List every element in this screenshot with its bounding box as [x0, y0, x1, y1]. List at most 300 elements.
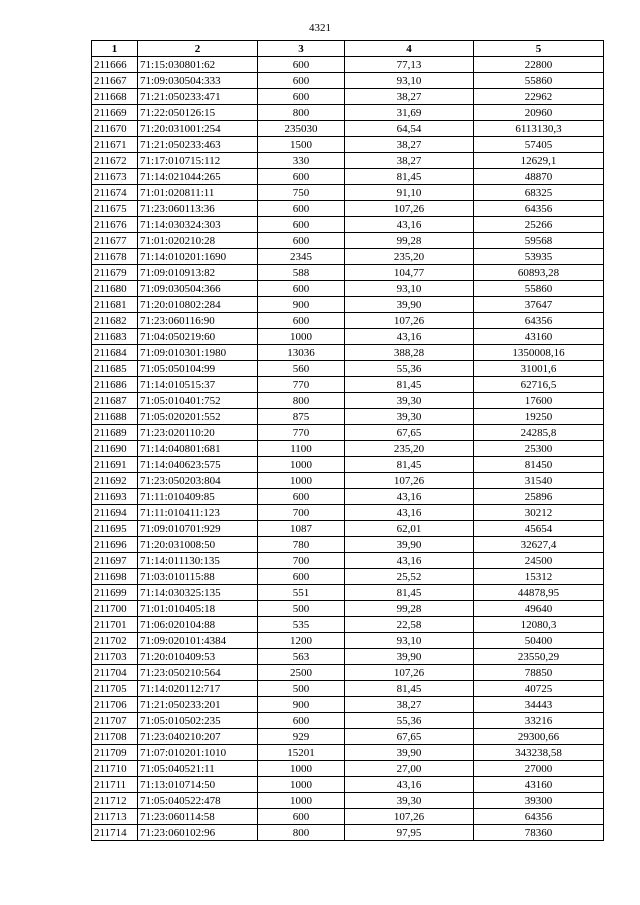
rate-cell: 27,00: [345, 761, 474, 777]
area-cell: 770: [258, 377, 345, 393]
area-cell: 1500: [258, 137, 345, 153]
cadastral-number-cell: 71:13:010714:50: [138, 777, 258, 793]
cadastral-number-cell: 71:07:010201:1010: [138, 745, 258, 761]
value-cell: 23550,29: [474, 649, 604, 665]
value-cell: 78360: [474, 825, 604, 841]
table-row: [92, 249, 604, 265]
value-cell: 17600: [474, 393, 604, 409]
cadastral-number-cell: 71:23:060116:90: [138, 313, 258, 329]
value-cell: 64356: [474, 201, 604, 217]
cadastral-number-cell: 71:01:020210:28: [138, 233, 258, 249]
record-number-cell: 211687: [92, 393, 138, 409]
table-row: [92, 809, 604, 825]
rate-cell: 39,30: [345, 409, 474, 425]
record-number-cell: 211713: [92, 809, 138, 825]
area-cell: 1087: [258, 521, 345, 537]
rate-cell: 38,27: [345, 89, 474, 105]
rate-cell: 81,45: [345, 681, 474, 697]
cadastral-number-cell: 71:09:020101:4384: [138, 633, 258, 649]
area-cell: 13036: [258, 345, 345, 361]
rate-cell: 235,20: [345, 249, 474, 265]
rate-cell: 67,65: [345, 425, 474, 441]
area-cell: 330: [258, 153, 345, 169]
rate-cell: 93,10: [345, 281, 474, 297]
table-row: [92, 329, 604, 345]
rate-cell: 235,20: [345, 441, 474, 457]
column-header-2: 2: [138, 41, 258, 57]
rate-cell: 31,69: [345, 105, 474, 121]
area-cell: 600: [258, 313, 345, 329]
area-cell: 1000: [258, 761, 345, 777]
table-row: [92, 473, 604, 489]
value-cell: 50400: [474, 633, 604, 649]
table-row: [92, 761, 604, 777]
table-row: [92, 201, 604, 217]
cadastral-number-cell: 71:20:010409:53: [138, 649, 258, 665]
area-cell: 600: [258, 233, 345, 249]
area-cell: 1000: [258, 457, 345, 473]
rate-cell: 43,16: [345, 489, 474, 505]
rate-cell: 55,36: [345, 713, 474, 729]
rate-cell: 64,54: [345, 121, 474, 137]
record-number-cell: 211704: [92, 665, 138, 681]
table-row: [92, 537, 604, 553]
record-number-cell: 211685: [92, 361, 138, 377]
area-cell: 560: [258, 361, 345, 377]
table-row: [92, 713, 604, 729]
table-row: [92, 377, 604, 393]
area-cell: 600: [258, 569, 345, 585]
value-cell: 6113130,3: [474, 121, 604, 137]
rate-cell: 107,26: [345, 473, 474, 489]
value-cell: 29300,66: [474, 729, 604, 745]
value-cell: 22962: [474, 89, 604, 105]
cadastral-number-cell: 71:23:050203:804: [138, 473, 258, 489]
record-number-cell: 211714: [92, 825, 138, 841]
cadastral-number-cell: 71:23:060113:36: [138, 201, 258, 217]
rate-cell: 38,27: [345, 697, 474, 713]
table-row: [92, 585, 604, 601]
value-cell: 24285,8: [474, 425, 604, 441]
rate-cell: 43,16: [345, 505, 474, 521]
area-cell: 600: [258, 57, 345, 73]
area-cell: 929: [258, 729, 345, 745]
rate-cell: 81,45: [345, 457, 474, 473]
cadastral-number-cell: 71:14:040801:681: [138, 441, 258, 457]
value-cell: 22800: [474, 57, 604, 73]
table-row: [92, 217, 604, 233]
cadastral-number-cell: 71:09:010913:82: [138, 265, 258, 281]
rate-cell: 81,45: [345, 585, 474, 601]
record-number-cell: 211683: [92, 329, 138, 345]
table-row: [92, 601, 604, 617]
cadastral-number-cell: 71:23:060102:96: [138, 825, 258, 841]
value-cell: 53935: [474, 249, 604, 265]
area-cell: 800: [258, 393, 345, 409]
cadastral-number-cell: 71:23:060114:58: [138, 809, 258, 825]
cadastral-number-cell: 71:09:030504:366: [138, 281, 258, 297]
table-row: [92, 745, 604, 761]
rate-cell: 25,52: [345, 569, 474, 585]
value-cell: 81450: [474, 457, 604, 473]
rate-cell: 38,27: [345, 137, 474, 153]
cadastral-number-cell: 71:20:031008:50: [138, 537, 258, 553]
rate-cell: 81,45: [345, 169, 474, 185]
record-number-cell: 211696: [92, 537, 138, 553]
table-row: [92, 281, 604, 297]
record-number-cell: 211690: [92, 441, 138, 457]
table-row: [92, 697, 604, 713]
table-row: [92, 505, 604, 521]
table-row: [92, 73, 604, 89]
value-cell: 48870: [474, 169, 604, 185]
record-number-cell: 211678: [92, 249, 138, 265]
table-row: [92, 345, 604, 361]
cadastral-number-cell: 71:14:010515:37: [138, 377, 258, 393]
table-row: [92, 137, 604, 153]
cadastral-number-cell: 71:20:031001:254: [138, 121, 258, 137]
table-row: [92, 361, 604, 377]
value-cell: 59568: [474, 233, 604, 249]
table-row: [92, 393, 604, 409]
cadastral-number-cell: 71:14:020112:717: [138, 681, 258, 697]
table-row: [92, 185, 604, 201]
record-number-cell: 211708: [92, 729, 138, 745]
area-cell: 1200: [258, 633, 345, 649]
record-number-cell: 211670: [92, 121, 138, 137]
record-number-cell: 211671: [92, 137, 138, 153]
value-cell: 34443: [474, 697, 604, 713]
cadastral-number-cell: 71:01:020811:11: [138, 185, 258, 201]
record-number-cell: 211698: [92, 569, 138, 585]
area-cell: 900: [258, 297, 345, 313]
cadastral-number-cell: 71:23:040210:207: [138, 729, 258, 745]
cadastral-number-cell: 71:09:030504:333: [138, 73, 258, 89]
rate-cell: 43,16: [345, 217, 474, 233]
value-cell: 43160: [474, 329, 604, 345]
cadastral-number-cell: 71:05:040522:478: [138, 793, 258, 809]
table-row: [92, 633, 604, 649]
record-number-cell: 211684: [92, 345, 138, 361]
area-cell: 1000: [258, 473, 345, 489]
rate-cell: 107,26: [345, 201, 474, 217]
value-cell: 25266: [474, 217, 604, 233]
table-body: [92, 57, 604, 841]
value-cell: 44878,95: [474, 585, 604, 601]
area-cell: 600: [258, 713, 345, 729]
header-row: [92, 41, 604, 57]
value-cell: 27000: [474, 761, 604, 777]
record-number-cell: 211709: [92, 745, 138, 761]
value-cell: 24500: [474, 553, 604, 569]
value-cell: 12080,3: [474, 617, 604, 633]
area-cell: 500: [258, 681, 345, 697]
record-number-cell: 211699: [92, 585, 138, 601]
cadastral-number-cell: 71:14:010201:1690: [138, 249, 258, 265]
record-number-cell: 211675: [92, 201, 138, 217]
table-row: [92, 297, 604, 313]
rate-cell: 99,28: [345, 601, 474, 617]
record-number-cell: 211679: [92, 265, 138, 281]
area-cell: 600: [258, 281, 345, 297]
table-row: [92, 425, 604, 441]
rate-cell: 104,77: [345, 265, 474, 281]
record-number-cell: 211701: [92, 617, 138, 633]
table-row: [92, 777, 604, 793]
record-number-cell: 211674: [92, 185, 138, 201]
cadastral-number-cell: 71:14:030325:135: [138, 585, 258, 601]
record-number-cell: 211712: [92, 793, 138, 809]
table-row: [92, 569, 604, 585]
record-number-cell: 211710: [92, 761, 138, 777]
record-number-cell: 211702: [92, 633, 138, 649]
record-number-cell: 211706: [92, 697, 138, 713]
rate-cell: 39,30: [345, 793, 474, 809]
rate-cell: 55,36: [345, 361, 474, 377]
area-cell: 500: [258, 601, 345, 617]
area-cell: 588: [258, 265, 345, 281]
table-row: [92, 265, 604, 281]
rate-cell: 39,90: [345, 297, 474, 313]
area-cell: 750: [258, 185, 345, 201]
rate-cell: 97,95: [345, 825, 474, 841]
cadastral-number-cell: 71:05:010401:752: [138, 393, 258, 409]
record-number-cell: 211703: [92, 649, 138, 665]
cadastral-number-cell: 71:21:050233:201: [138, 697, 258, 713]
record-number-cell: 211711: [92, 777, 138, 793]
area-cell: 600: [258, 201, 345, 217]
table-row: [92, 521, 604, 537]
record-number-cell: 211688: [92, 409, 138, 425]
area-cell: 700: [258, 505, 345, 521]
record-number-cell: 211680: [92, 281, 138, 297]
table-row: [92, 553, 604, 569]
record-number-cell: 211677: [92, 233, 138, 249]
cadastral-number-cell: 71:15:030801:62: [138, 57, 258, 73]
value-cell: 64356: [474, 313, 604, 329]
value-cell: 12629,1: [474, 153, 604, 169]
area-cell: 900: [258, 697, 345, 713]
table-row: [92, 729, 604, 745]
table-row: [92, 793, 604, 809]
value-cell: 64356: [474, 809, 604, 825]
cadastral-number-cell: 71:05:010502:235: [138, 713, 258, 729]
area-cell: 700: [258, 553, 345, 569]
record-number-cell: 211694: [92, 505, 138, 521]
table-row: [92, 105, 604, 121]
table-row: [92, 441, 604, 457]
table-header: [92, 41, 604, 57]
rate-cell: 22,58: [345, 617, 474, 633]
page-number: 4321: [309, 22, 331, 34]
table-row: [92, 409, 604, 425]
rate-cell: 38,27: [345, 153, 474, 169]
area-cell: 600: [258, 89, 345, 105]
value-cell: 45654: [474, 521, 604, 537]
area-cell: 551: [258, 585, 345, 601]
cadastral-number-cell: 71:20:010802:284: [138, 297, 258, 313]
rate-cell: 39,30: [345, 393, 474, 409]
value-cell: 68325: [474, 185, 604, 201]
area-cell: 770: [258, 425, 345, 441]
value-cell: 31540: [474, 473, 604, 489]
value-cell: 31001,6: [474, 361, 604, 377]
rate-cell: 39,90: [345, 649, 474, 665]
value-cell: 33216: [474, 713, 604, 729]
area-cell: 600: [258, 217, 345, 233]
rate-cell: 43,16: [345, 553, 474, 569]
cadastral-number-cell: 71:04:050219:60: [138, 329, 258, 345]
table-row: [92, 489, 604, 505]
area-cell: 600: [258, 169, 345, 185]
area-cell: 2345: [258, 249, 345, 265]
record-number-cell: 211667: [92, 73, 138, 89]
value-cell: 20960: [474, 105, 604, 121]
value-cell: 40725: [474, 681, 604, 697]
area-cell: 235030: [258, 121, 345, 137]
table-row: [92, 649, 604, 665]
area-cell: 1000: [258, 777, 345, 793]
cadastral-number-cell: 71:21:050233:463: [138, 137, 258, 153]
rate-cell: 91,10: [345, 185, 474, 201]
area-cell: 800: [258, 825, 345, 841]
record-number-cell: 211691: [92, 457, 138, 473]
value-cell: 1350008,16: [474, 345, 604, 361]
value-cell: 49640: [474, 601, 604, 617]
value-cell: 15312: [474, 569, 604, 585]
table-row: [92, 153, 604, 169]
column-header-5: 5: [474, 41, 604, 57]
table-row: [92, 57, 604, 73]
cadastral-number-cell: 71:11:010409:85: [138, 489, 258, 505]
record-number-cell: 211669: [92, 105, 138, 121]
record-number-cell: 211700: [92, 601, 138, 617]
rate-cell: 77,13: [345, 57, 474, 73]
area-cell: 600: [258, 489, 345, 505]
rate-cell: 107,26: [345, 809, 474, 825]
rate-cell: 43,16: [345, 329, 474, 345]
rate-cell: 62,01: [345, 521, 474, 537]
record-number-cell: 211682: [92, 313, 138, 329]
record-number-cell: 211695: [92, 521, 138, 537]
table-row: [92, 89, 604, 105]
table-row: [92, 457, 604, 473]
rate-cell: 388,28: [345, 345, 474, 361]
area-cell: 1000: [258, 793, 345, 809]
table-row: [92, 681, 604, 697]
record-number-cell: 211707: [92, 713, 138, 729]
column-header-3: 3: [258, 41, 345, 57]
rate-cell: 107,26: [345, 665, 474, 681]
record-number-cell: 211693: [92, 489, 138, 505]
record-number-cell: 211689: [92, 425, 138, 441]
rate-cell: 93,10: [345, 633, 474, 649]
table-row: [92, 233, 604, 249]
cadastral-number-cell: 71:17:010715:112: [138, 153, 258, 169]
column-header-1: 1: [92, 41, 138, 57]
cadastral-number-cell: 71:22:050126:15: [138, 105, 258, 121]
cadastral-number-cell: 71:05:020201:552: [138, 409, 258, 425]
area-cell: 1000: [258, 329, 345, 345]
area-cell: 535: [258, 617, 345, 633]
value-cell: 37647: [474, 297, 604, 313]
cadastral-number-cell: 71:14:021044:265: [138, 169, 258, 185]
value-cell: 30212: [474, 505, 604, 521]
value-cell: 57405: [474, 137, 604, 153]
record-number-cell: 211686: [92, 377, 138, 393]
area-cell: 600: [258, 809, 345, 825]
value-cell: 62716,5: [474, 377, 604, 393]
table-row: [92, 121, 604, 137]
cadastral-number-cell: 71:14:030324:303: [138, 217, 258, 233]
cadastral-number-cell: 71:01:010405:18: [138, 601, 258, 617]
cadastral-number-cell: 71:23:020110:20: [138, 425, 258, 441]
table-row: [92, 169, 604, 185]
area-cell: 600: [258, 73, 345, 89]
data-table: [91, 40, 604, 841]
record-number-cell: 211673: [92, 169, 138, 185]
table-row: [92, 617, 604, 633]
area-cell: 800: [258, 105, 345, 121]
rate-cell: 43,16: [345, 777, 474, 793]
record-number-cell: 211668: [92, 89, 138, 105]
record-number-cell: 211692: [92, 473, 138, 489]
record-number-cell: 211705: [92, 681, 138, 697]
value-cell: 19250: [474, 409, 604, 425]
area-cell: 875: [258, 409, 345, 425]
cadastral-number-cell: 71:11:010411:123: [138, 505, 258, 521]
table-row: [92, 825, 604, 841]
value-cell: 78850: [474, 665, 604, 681]
value-cell: 25896: [474, 489, 604, 505]
cadastral-number-cell: 71:23:050210:564: [138, 665, 258, 681]
area-cell: 780: [258, 537, 345, 553]
value-cell: 25300: [474, 441, 604, 457]
rate-cell: 67,65: [345, 729, 474, 745]
record-number-cell: 211681: [92, 297, 138, 313]
record-number-cell: 211676: [92, 217, 138, 233]
record-number-cell: 211672: [92, 153, 138, 169]
area-cell: 15201: [258, 745, 345, 761]
area-cell: 1100: [258, 441, 345, 457]
value-cell: 32627,4: [474, 537, 604, 553]
value-cell: 60893,28: [474, 265, 604, 281]
cadastral-number-cell: 71:05:040521:11: [138, 761, 258, 777]
rate-cell: 99,28: [345, 233, 474, 249]
table-row: [92, 313, 604, 329]
column-header-4: 4: [345, 41, 474, 57]
table-row: [92, 665, 604, 681]
value-cell: 39300: [474, 793, 604, 809]
cadastral-number-cell: 71:14:040623:575: [138, 457, 258, 473]
area-cell: 563: [258, 649, 345, 665]
cadastral-number-cell: 71:09:010301:1980: [138, 345, 258, 361]
value-cell: 43160: [474, 777, 604, 793]
cadastral-number-cell: 71:09:010701:929: [138, 521, 258, 537]
cadastral-number-cell: 71:03:010115:88: [138, 569, 258, 585]
value-cell: 55860: [474, 73, 604, 89]
cadastral-number-cell: 71:21:050233:471: [138, 89, 258, 105]
record-number-cell: 211697: [92, 553, 138, 569]
rate-cell: 39,90: [345, 745, 474, 761]
rate-cell: 107,26: [345, 313, 474, 329]
value-cell: 55860: [474, 281, 604, 297]
rate-cell: 81,45: [345, 377, 474, 393]
rate-cell: 93,10: [345, 73, 474, 89]
rate-cell: 39,90: [345, 537, 474, 553]
record-number-cell: 211666: [92, 57, 138, 73]
value-cell: 343238,58: [474, 745, 604, 761]
